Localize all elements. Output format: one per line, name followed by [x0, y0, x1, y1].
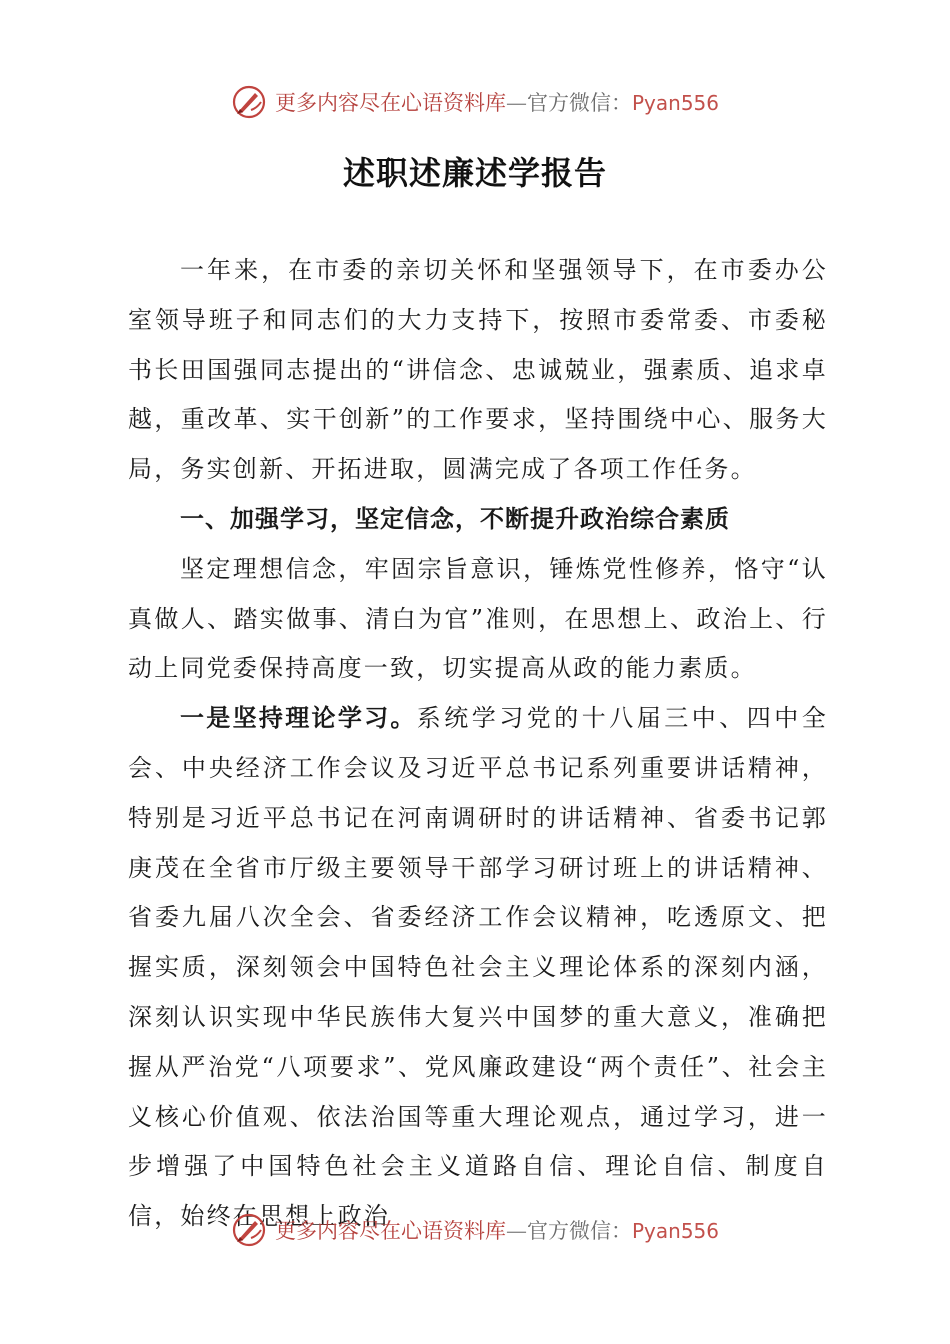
intro-paragraph: 一年来，在市委的亲切关怀和坚强领导下，在市委办公室领导班子和同志们的大力支持下，按照市委常委、市委秘书长田国强同志提出的“讲信念、忠诚兢业，强素质、追求卓越，重改革、实干创新”的工作要求，坚持围绕中心、服务大局，务实创新、开拓进取，圆满完成了各项工作任务。	[128, 256, 828, 484]
section-1-heading: 一、加强学习，坚定信念，不断提升政治综合素质	[180, 504, 730, 533]
footer-banner-content	[231, 1212, 719, 1248]
document-title: 述职述廉述学报告	[342, 154, 607, 192]
point-1-lead: 一是坚持理论学习。	[180, 704, 417, 733]
footer-site-text: 更多内容尽在心语资料库	[274, 1219, 506, 1243]
footer-dash: —	[505, 1219, 527, 1243]
header-banner	[0, 80, 950, 124]
header-official-label: 官方微信：	[526, 91, 632, 115]
pen-logo-icon	[231, 84, 267, 120]
header-banner-content	[231, 84, 719, 120]
footer-official-label: 官方微信：	[526, 1219, 632, 1243]
section-1-paragraph: 坚定理想信念，牢固宗旨意识，锤炼党性修养，恪守“认真做人、踏实做事、清白为官”准则，在思想上、政治上、行动上同党委保持高度一致，切实提高从政的能力素质。	[128, 554, 828, 683]
header-site-text: 更多内容尽在心语资料库	[274, 91, 506, 115]
document-body	[128, 246, 828, 1242]
point-1-paragraph	[128, 694, 828, 1242]
header-banner-text	[275, 87, 719, 117]
header-wechat-id: Pyan556	[631, 91, 719, 115]
header-dash: —	[505, 91, 527, 115]
pen-logo-icon	[231, 1212, 267, 1248]
footer-banner	[0, 1208, 950, 1252]
point-1-text: 系统学习党的十八届三中、四中全会、中央经济工作会议及习近平总书记系列重要讲话精神，特别是习近平总书记在河南调研时的讲话精神、省委书记郭庚茂在全省市厅级主要领导干部学习研讨班上的讲话精神、省委九届八次全会、省委经济工作会议精神，吃透原文、把握实质，深刻领会中国特色社会主义理论体系的深刻内涵，深刻认识实现中华民族伟大复兴中国梦的重大意义，准确把握从严治党“八项要求”、党风廉政建设“两个责任”、社会主义核心价值观、依法治国等重大理论观点，通过学习，进一步增强了中国特色社会主义道路自信、理论自信、制度自信，始终在思想上政治	[128, 704, 829, 1231]
footer-wechat-id: Pyan556	[631, 1219, 719, 1243]
footer-banner-text	[275, 1215, 719, 1245]
